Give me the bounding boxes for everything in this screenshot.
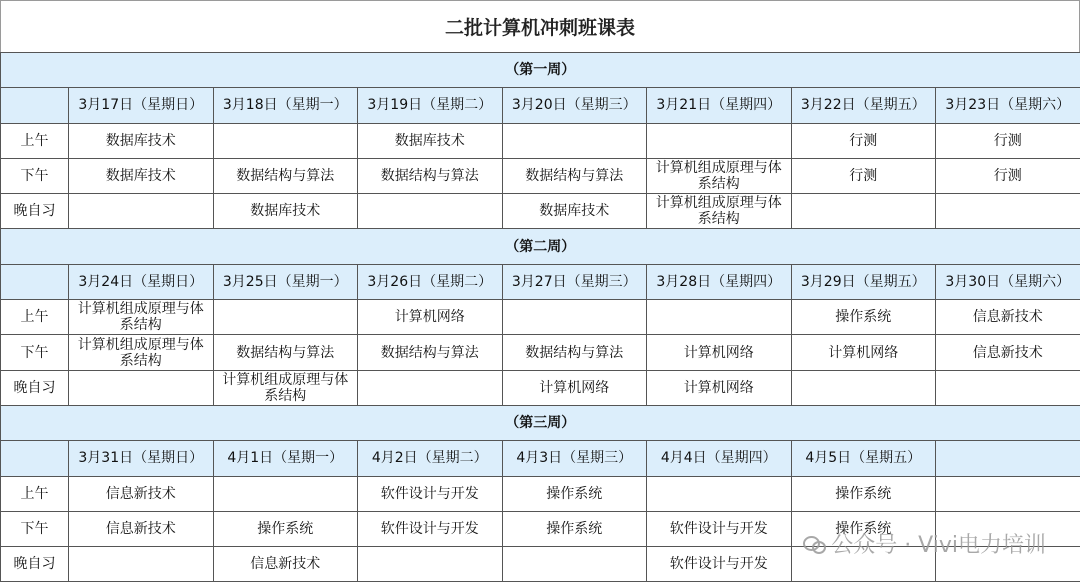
day-header: 4月1日（星期一）: [213, 441, 358, 476]
course-cell: [358, 547, 503, 582]
course-cell: 数据库技术: [358, 123, 503, 158]
course-cell: 数据库技术: [213, 194, 358, 229]
table-row: [1, 370, 1080, 405]
period-label: 晚自习: [1, 370, 69, 405]
table-row: [1, 476, 1080, 511]
course-cell: 操作系统: [791, 476, 936, 511]
course-cell: [647, 123, 792, 158]
period-label: 上午: [1, 476, 69, 511]
day-header-row: [1, 88, 1080, 123]
course-cell: 计算机组成原理与体系结构: [213, 370, 358, 405]
table-row: [1, 335, 1080, 370]
course-cell: 软件设计与开发: [358, 476, 503, 511]
course-cell: 操作系统: [791, 511, 936, 546]
day-header-row: [1, 264, 1080, 299]
watermark-text: 公众号 · Vivi电力培训: [831, 533, 1046, 558]
course-cell: 信息新技术: [936, 300, 1080, 335]
course-cell: [213, 300, 358, 335]
period-label: 晚自习: [1, 194, 69, 229]
course-cell: 数据结构与算法: [358, 158, 503, 193]
day-header: [1, 88, 69, 123]
day-header: 4月3日（星期三）: [502, 441, 647, 476]
course-cell: [502, 123, 647, 158]
course-cell: 计算机网络: [358, 300, 503, 335]
day-header: 3月25日（星期一）: [213, 264, 358, 299]
course-cell: 计算机网络: [502, 370, 647, 405]
table-row: [1, 511, 1080, 546]
course-cell: 数据结构与算法: [213, 158, 358, 193]
week-header-row: [1, 53, 1080, 88]
course-cell: 行测: [936, 123, 1080, 158]
period-label: 晚自习: [1, 547, 69, 582]
course-cell: [358, 194, 503, 229]
table-row: [1, 194, 1080, 229]
week-label: （第一周）: [1, 53, 1080, 88]
table-row: [1, 300, 1080, 335]
course-cell: [69, 370, 214, 405]
day-header: 3月17日（星期日）: [69, 88, 214, 123]
course-cell: [69, 547, 214, 582]
course-cell: [791, 547, 936, 582]
course-cell: [502, 300, 647, 335]
day-header: 3月31日（星期日）: [69, 441, 214, 476]
day-header: 4月4日（星期四）: [647, 441, 792, 476]
course-cell: [791, 370, 936, 405]
day-header: [1, 441, 69, 476]
day-header: 3月27日（星期三）: [502, 264, 647, 299]
table-row: [1, 158, 1080, 193]
day-header: 3月26日（星期二）: [358, 264, 503, 299]
course-cell: 操作系统: [502, 476, 647, 511]
course-cell: 行测: [936, 158, 1080, 193]
week-label: （第三周）: [1, 405, 1080, 440]
course-cell: 数据库技术: [69, 158, 214, 193]
course-cell: [936, 511, 1080, 546]
period-label: 上午: [1, 300, 69, 335]
course-cell: 数据结构与算法: [358, 335, 503, 370]
day-header: 3月28日（星期四）: [647, 264, 792, 299]
day-header: 4月2日（星期二）: [358, 441, 503, 476]
table-row: [1, 123, 1080, 158]
course-cell: 计算机组成原理与体系结构: [647, 158, 792, 193]
course-cell: 计算机组成原理与体系结构: [69, 335, 214, 370]
table-row: [1, 547, 1080, 582]
course-cell: 计算机网络: [647, 370, 792, 405]
course-cell: 信息新技术: [213, 547, 358, 582]
course-cell: [69, 194, 214, 229]
course-cell: 软件设计与开发: [647, 547, 792, 582]
course-cell: [213, 476, 358, 511]
course-cell: 计算机组成原理与体系结构: [647, 194, 792, 229]
course-cell: [358, 370, 503, 405]
day-header: 3月18日（星期一）: [213, 88, 358, 123]
day-header: 3月19日（星期二）: [358, 88, 503, 123]
course-cell: [936, 476, 1080, 511]
course-cell: [791, 194, 936, 229]
course-cell: 数据结构与算法: [213, 335, 358, 370]
week-header-row: [1, 229, 1080, 264]
course-cell: 数据结构与算法: [502, 158, 647, 193]
course-cell: 行测: [791, 158, 936, 193]
course-cell: 软件设计与开发: [358, 511, 503, 546]
course-cell: 操作系统: [213, 511, 358, 546]
course-cell: 计算机组成原理与体系结构: [69, 300, 214, 335]
day-header: 3月20日（星期三）: [502, 88, 647, 123]
week-header-row: [1, 405, 1080, 440]
course-cell: [936, 194, 1080, 229]
schedule-table: [0, 52, 1080, 582]
week-label: （第二周）: [1, 229, 1080, 264]
course-cell: [502, 547, 647, 582]
day-header-row: [1, 441, 1080, 476]
day-header: 4月5日（星期五）: [791, 441, 936, 476]
day-header: 3月22日（星期五）: [791, 88, 936, 123]
course-cell: 操作系统: [791, 300, 936, 335]
course-cell: 数据结构与算法: [502, 335, 647, 370]
course-cell: 信息新技术: [69, 476, 214, 511]
course-cell: [213, 123, 358, 158]
course-cell: 软件设计与开发: [647, 511, 792, 546]
period-label: 下午: [1, 511, 69, 546]
period-label: 上午: [1, 123, 69, 158]
day-header: 3月21日（星期四）: [647, 88, 792, 123]
page-title: 二批计算机冲刺班课表: [0, 0, 1080, 52]
course-cell: [936, 547, 1080, 582]
period-label: 下午: [1, 335, 69, 370]
course-cell: [936, 370, 1080, 405]
course-cell: 操作系统: [502, 511, 647, 546]
course-cell: 信息新技术: [936, 335, 1080, 370]
day-header: 3月30日（星期六）: [936, 264, 1080, 299]
day-header: 3月23日（星期六）: [936, 88, 1080, 123]
day-header: [1, 264, 69, 299]
day-header: 3月29日（星期五）: [791, 264, 936, 299]
course-cell: [647, 476, 792, 511]
course-cell: 信息新技术: [69, 511, 214, 546]
course-cell: 数据库技术: [502, 194, 647, 229]
course-cell: [647, 300, 792, 335]
day-header: 3月24日（星期日）: [69, 264, 214, 299]
period-label: 下午: [1, 158, 69, 193]
course-cell: 计算机网络: [647, 335, 792, 370]
course-cell: 计算机网络: [791, 335, 936, 370]
day-header: [936, 441, 1080, 476]
schedule-body: [1, 53, 1080, 582]
course-cell: 数据库技术: [69, 123, 214, 158]
course-cell: 行测: [791, 123, 936, 158]
